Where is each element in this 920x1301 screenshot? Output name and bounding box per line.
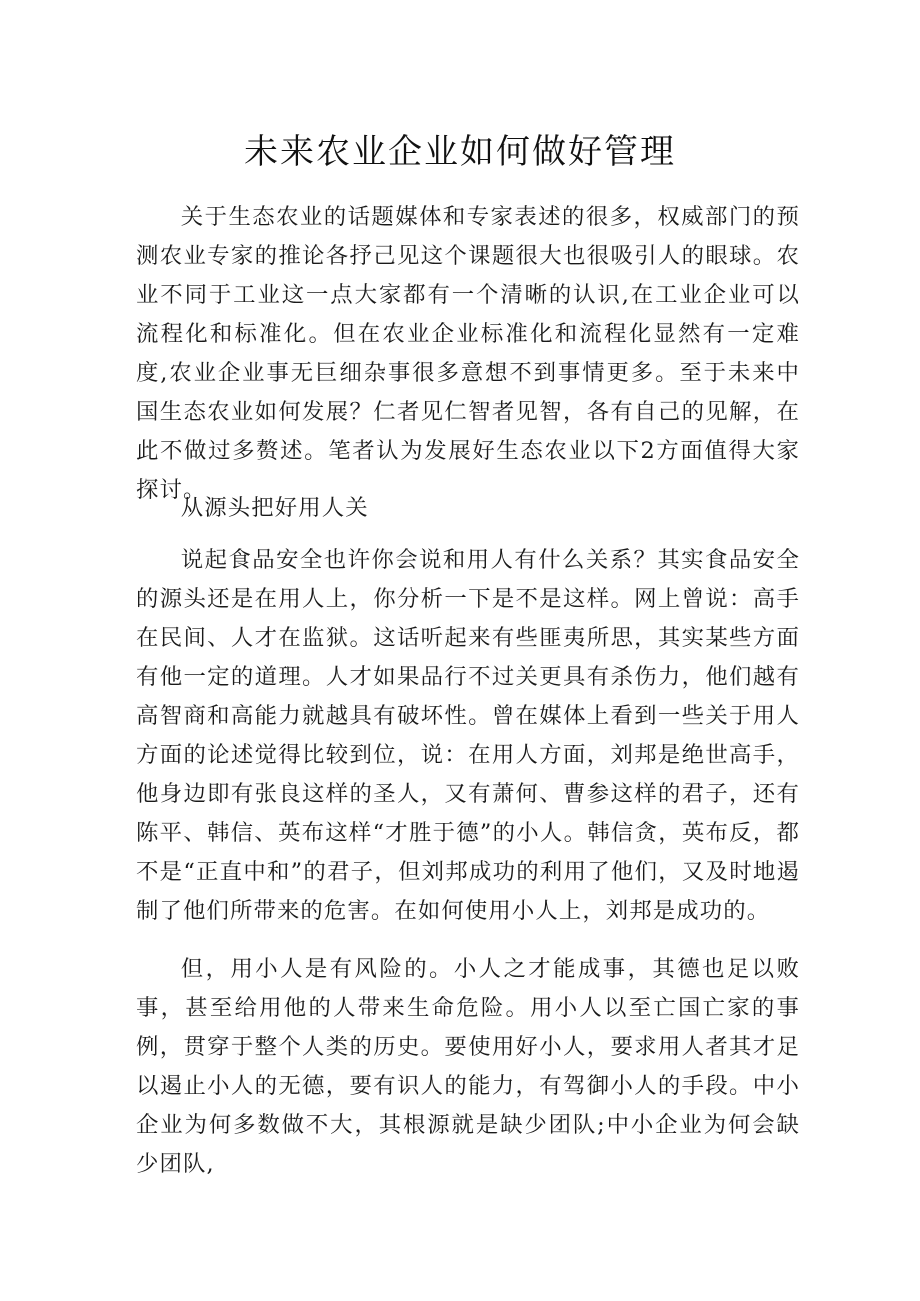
paragraph-food-safety: 说起食品安全也许你会说和用人有什么关系？其实食品安全的源头还是在用人上，你分析一下是不是这样。网上曾说：高手在民间、人才在监狱。这话听起来有些匪夷所思，其实某些方面有他一定的道理。人才如果品行不过关更具有杀伤力，他们越有高智商和高能力就越具有破坏性。曾在媒体上看到一些关于用人方面的论述觉得比较到位，说：在用人方面，刘邦是绝世高手，他身边即有张良这样的圣人，又有萧何、曹参这样的君子，还有陈平、韩信、英布这样“才胜于德”的小人。韩信贪，英布反，都不是“正直中和”的君子，但刘邦成功的利用了他们，又及时地遏制了他们所带来的危害。在如何使用小人上，刘邦是成功的。 (136, 547, 800, 924)
section-heading: 从源头把好用人关 (180, 495, 369, 521)
paragraph-risk: 但，用小人是有风险的。小人之才能成事，其德也足以败事，甚至给用他的人带来生命危险。用小人以至亡国亡家的事例，贯穿于整个人类的历史。要使用好小人，要求用人者其才足以遏止小人的无德，要有识人的能力，有驾御小人的手段。中小企业为何多数做不大，其根源就是缺少团队;中小企业为何会缺少团队, (136, 956, 800, 1177)
paragraph-intro: 关于生态农业的话题媒体和专家表述的很多，权威部门的预测农业专家的推论各抒己见这个课题很大也很吸引人的眼球。农业不同于工业这一点大家都有一个清晰的认识,在工业企业可以流程化和标准化。但在农业企业标准化和流程化显然有一定难度,农业企业事无巨细杂事很多意想不到事情更多。至于未来中国生态农业如何发展？仁者见仁智者见智，各有自己的见解，在此不做过多赘述。笔者认为发展好生态农业以下2方面值得大家探讨。 (136, 204, 800, 503)
document-title: 未来农业企业如何做好管理 (244, 132, 676, 172)
